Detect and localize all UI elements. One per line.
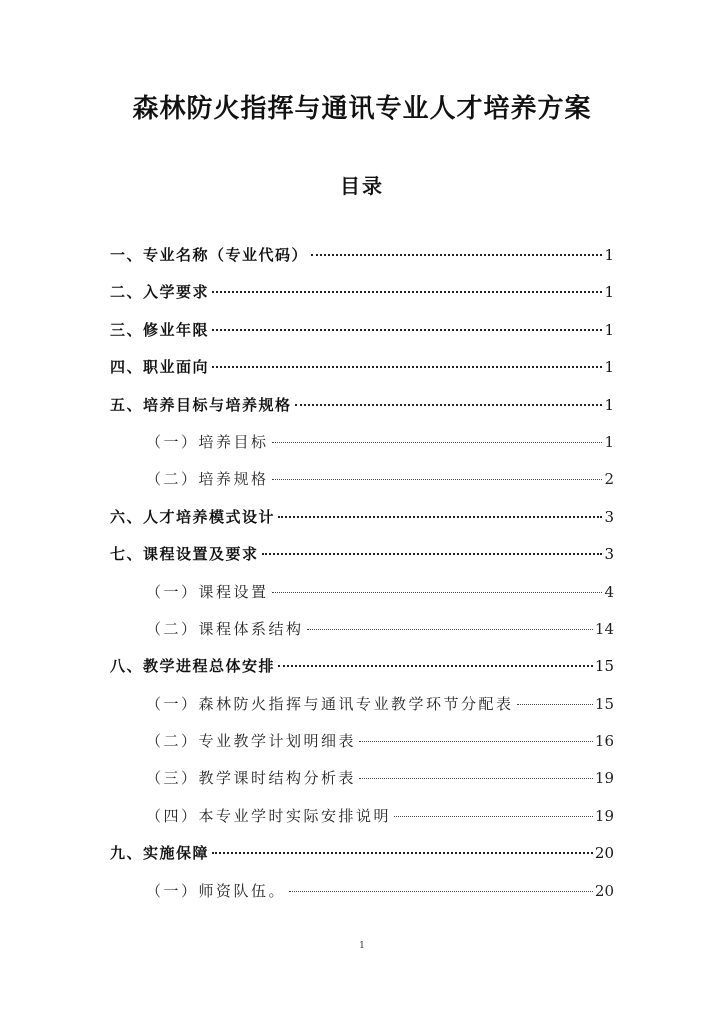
- toc-subentry[interactable]: [110, 805, 614, 842]
- toc-entry-page: 3: [604, 545, 614, 564]
- toc-entry[interactable]: [110, 543, 614, 580]
- dot-leader: [307, 629, 593, 630]
- toc-entry-page: 1: [604, 320, 614, 339]
- toc-subentry[interactable]: [110, 618, 614, 655]
- dot-leader: [212, 329, 602, 331]
- toc-entry-label: 一、专业名称（专业代码）: [110, 246, 309, 264]
- toc-subentry[interactable]: [110, 581, 614, 618]
- toc-entry-label: （二）课程体系结构: [146, 619, 304, 638]
- toc-entry-page: 3: [604, 507, 614, 526]
- toc-entry-page: 20: [594, 844, 614, 863]
- document-title: 森林防火指挥与通讯专业人才培养方案: [132, 94, 592, 124]
- toc-entry[interactable]: [110, 842, 614, 879]
- table-of-contents: [110, 244, 614, 917]
- toc-entry-label: 五、培养目标与培养规格: [110, 395, 292, 414]
- dot-leader: [212, 291, 602, 293]
- toc-entry-page: 2: [604, 470, 614, 489]
- toc-entry-page: 20: [594, 881, 614, 900]
- toc-entry-page: 16: [594, 732, 614, 751]
- dot-leader: [278, 665, 593, 667]
- toc-entry-page: 1: [604, 432, 614, 451]
- toc-subentry[interactable]: [110, 693, 614, 730]
- toc-entry-label: 六、人才培养模式设计: [110, 507, 276, 526]
- toc-entry-page: 15: [594, 694, 614, 713]
- toc-entry-label: （四）本专业学时实际安排说明: [146, 806, 392, 825]
- toc-entry-page: 19: [594, 806, 614, 825]
- toc-entry-label: 九、实施保障: [110, 844, 210, 863]
- toc-subentry[interactable]: [110, 468, 614, 505]
- toc-entry-page: 1: [604, 395, 614, 414]
- toc-entry-page: 14: [594, 619, 614, 638]
- dot-leader: [289, 891, 593, 892]
- dot-leader: [517, 704, 593, 705]
- dot-leader: [311, 254, 602, 256]
- dot-leader: [212, 852, 593, 854]
- toc-subentry[interactable]: [110, 431, 614, 468]
- toc-entry-label: （一）森林防火指挥与通讯专业教学环节分配表: [146, 694, 514, 713]
- toc-entry-label: （二）专业教学计划明细表: [146, 732, 357, 751]
- toc-entry-label: （三）教学课时结构分析表: [146, 769, 357, 788]
- toc-entry[interactable]: [110, 655, 614, 692]
- toc-entry[interactable]: [110, 319, 614, 356]
- dot-leader: [295, 404, 603, 406]
- dot-leader: [272, 442, 603, 443]
- dot-leader: [394, 816, 593, 817]
- toc-entry[interactable]: [110, 281, 614, 318]
- toc-entry-label: （一）师资队伍。: [146, 881, 287, 900]
- toc-entry-page: 19: [594, 769, 614, 788]
- toc-entry-label: （一）培养目标: [146, 432, 269, 451]
- dot-leader: [359, 778, 593, 779]
- toc-entry[interactable]: [110, 356, 614, 393]
- toc-subentry[interactable]: [110, 767, 614, 804]
- toc-entry-page: 1: [604, 358, 614, 377]
- toc-entry[interactable]: [110, 244, 614, 281]
- toc-entry-label: 二、入学要求: [110, 283, 210, 302]
- toc-entry-page: 1: [604, 246, 614, 264]
- toc-subentry[interactable]: [110, 730, 614, 767]
- toc-subentry[interactable]: [110, 880, 614, 917]
- toc-entry-label: （一）课程设置: [146, 582, 269, 601]
- toc-entry-label: （二）培养规格: [146, 470, 269, 489]
- toc-entry-page: 1: [604, 283, 614, 302]
- toc-entry-page: 15: [594, 657, 614, 676]
- dot-leader: [262, 553, 603, 555]
- toc-entry-label: 七、课程设置及要求: [110, 545, 259, 564]
- toc-entry[interactable]: [110, 394, 614, 431]
- toc-entry-label: 三、修业年限: [110, 320, 210, 339]
- toc-entry-label: 八、教学进程总体安排: [110, 657, 276, 676]
- dot-leader: [272, 592, 603, 593]
- toc-entry-page: 4: [604, 582, 614, 601]
- dot-leader: [359, 741, 593, 742]
- toc-heading: 目录: [340, 174, 384, 198]
- toc-entry-label: 四、职业面向: [110, 358, 210, 377]
- toc-entry[interactable]: [110, 506, 614, 543]
- dot-leader: [212, 366, 602, 368]
- dot-leader: [272, 479, 603, 480]
- page-number: 1: [359, 941, 365, 951]
- dot-leader: [278, 516, 602, 518]
